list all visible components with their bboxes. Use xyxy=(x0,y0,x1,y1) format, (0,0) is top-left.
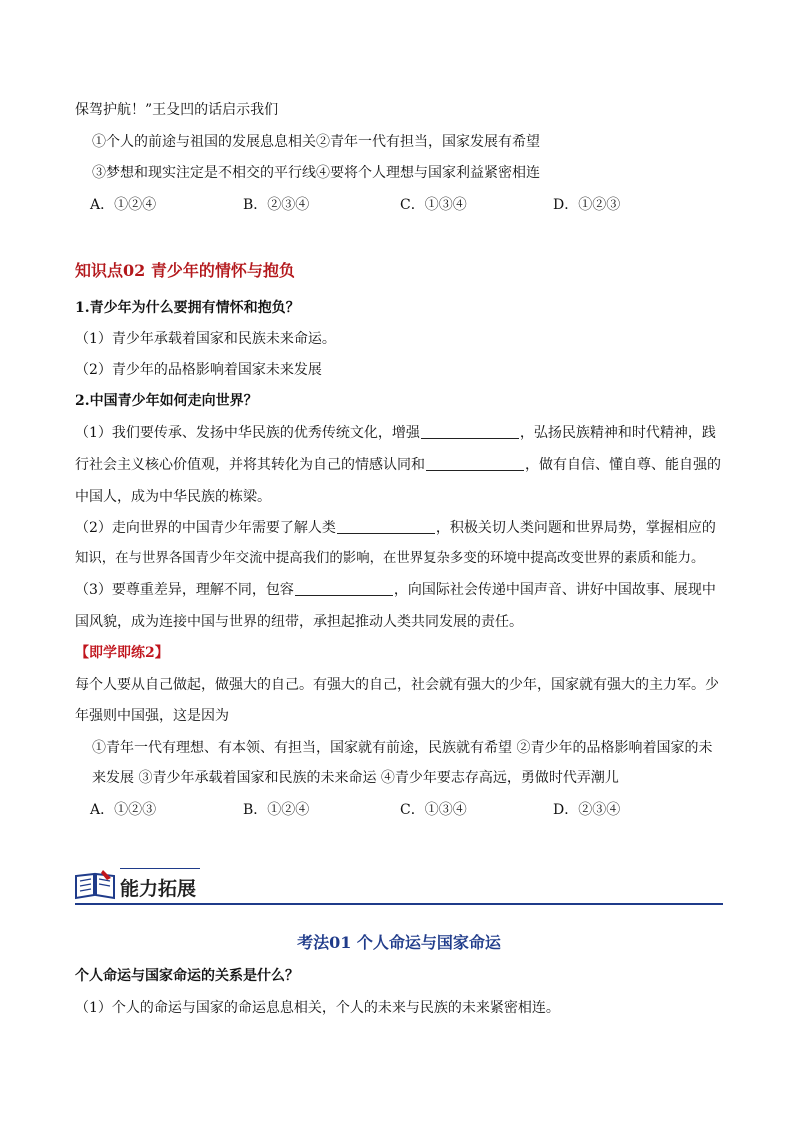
paragraph-3-line-1 xyxy=(75,580,724,600)
text-segment: ，向国际社会传递中国声音、讲好中国故事、展现中 xyxy=(393,582,716,598)
text-segment: ，做有自信、懂自尊、能自强的 xyxy=(525,457,721,473)
paragraph-3-line-2: 国风貌，成为连接中国与世界的纽带，承担起推动人类共同发展的责任。 xyxy=(75,614,523,630)
question-heading-2: 2.中国青少年如何走向世界？ xyxy=(75,393,258,409)
paragraph-1-line-2 xyxy=(75,455,724,475)
option-a: A．①②③ xyxy=(90,802,157,818)
text-segment: （2）走向世界的中国青少年需要了解人类 xyxy=(75,520,336,536)
practice-statement-line-1: ①青年一代有理想、有本领、有担当，国家就有前途，民族就有希望 ②青少年的品格影响着国家的未 xyxy=(92,740,713,756)
option-d: D．②③④ xyxy=(553,802,621,818)
option-c: C．①③④ xyxy=(400,197,467,213)
open-book-icon xyxy=(73,866,117,902)
banner-title: 能力拓展 xyxy=(120,878,197,900)
option-c: C．①③④ xyxy=(400,802,467,818)
paragraph-2-line-2: 知识，在与世界各国青少年交流中提高我们的影响，在世界复杂多变的环境中提高改变世界的素质和能力。 xyxy=(75,551,705,566)
fill-blank xyxy=(295,581,393,596)
answer-line-2: （2）青少年的品格影响着国家未来发展 xyxy=(75,362,322,378)
fill-blank xyxy=(426,456,524,471)
option-d: D．①②③ xyxy=(553,197,621,213)
banner-rule xyxy=(75,903,723,905)
practice-label: 【即学即练2】 xyxy=(75,645,169,661)
option-b: B．①②④ xyxy=(243,802,310,818)
paragraph-1-line-3: 中国人，成为中华民族的栋梁。 xyxy=(75,489,271,505)
method-answer-line-1: （1）个人的命运与国家的命运息息相关，个人的未来与民族的未来紧密相连。 xyxy=(75,1000,560,1016)
practice-question-line-1: 每个人要从自己做起，做强大的自己。有强大的自己，社会就有强大的少年，国家就有强大的主力军。少 xyxy=(75,677,719,693)
statement-line-1: ①个人的前途与祖国的发展息息相关②青年一代有担当，国家发展有希望 xyxy=(92,134,540,150)
question-heading-1: 1.青少年为什么要拥有情怀和抱负？ xyxy=(75,300,300,316)
text-segment: （3）要尊重差异，理解不同，包容 xyxy=(75,582,294,598)
paragraph-1-line-1 xyxy=(75,423,724,443)
option-a: A．①②④ xyxy=(90,197,157,213)
paragraph-2-line-1 xyxy=(75,518,724,538)
text-segment: ，积极关切人类问题和世界局势，掌握相应的 xyxy=(435,520,716,536)
question-stem: 保驾护航！”王殳凹的话启示我们 xyxy=(75,102,279,118)
method-question: 个人命运与国家命运的关系是什么？ xyxy=(75,968,299,984)
practice-statement-line-2: 来发展 ③青少年承载着国家和民族的未来命运 ④青少年要志存高远，勇做时代弄潮儿 xyxy=(92,770,619,786)
text-segment: ，弘扬民族精神和时代精神，践 xyxy=(519,425,716,441)
statement-line-2: ③梦想和现实注定是不相交的平行线④要将个人理想与国家利益紧密相连 xyxy=(92,165,540,181)
banner-top-rule xyxy=(120,868,200,869)
text-segment: （1）我们要传承、发扬中华民族的优秀传统文化，增强 xyxy=(75,425,420,441)
answer-line-1: （1）青少年承载着国家和民族未来命运。 xyxy=(75,331,336,347)
fill-blank xyxy=(337,519,435,534)
option-b: B．②③④ xyxy=(243,197,310,213)
method-title: 考法01 个人命运与国家命运 xyxy=(297,933,501,952)
section-heading: 知识点02 青少年的情怀与抱负 xyxy=(75,261,295,280)
practice-question-line-2: 年强则中国强，这是因为 xyxy=(75,708,229,724)
fill-blank xyxy=(421,424,519,439)
text-segment: 行社会主义核心价值观，并将其转化为自己的情感认同和 xyxy=(75,457,425,473)
